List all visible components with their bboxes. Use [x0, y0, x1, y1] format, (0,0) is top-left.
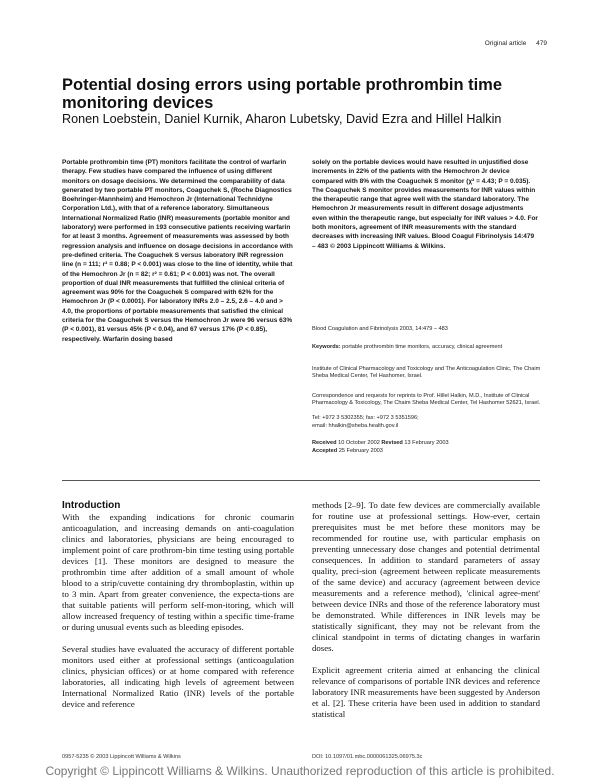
accepted	[312, 448, 552, 455]
running-header	[477, 40, 547, 47]
accepted-date: 25 February 2003	[338, 448, 383, 454]
paragraph: With the expanding indications for chronic coumarin anticoagulation, and increasing demands on anti-coagulation clinics and laboratories, physicians are being encouraged to implement point of care prothrom-bin time testing using portable devices [1]. These monitors are designed to measure the prothrombin time after addition of a small amount of whole blood to a strip/cuvette containing dry thromboplastin, within up to 3 min. Apart from greater convenience, the expecta-tions are that suitable patients will perform self-mon-itoring, which will allow increased frequency of testing within a specific time-frame or during unusual events such as bleeding episodes.	[62, 512, 294, 632]
received-revised	[312, 440, 552, 447]
footer-doi: DOI: 10.1097/01.mbc.0000061325.06975.3c	[312, 754, 423, 760]
keywords	[312, 344, 552, 351]
keywords-text: portable prothrombin time monitors, accuracy, clinical agreement	[342, 344, 503, 350]
paragraph: Several studies have evaluated the accuracy of different portable monitors used either at professional settings (anticoagulation clinics, physician offices) or at home compared with reference laboratories, all indicating high levels of agreement between International Normalized Ratio (INR) levels of the portable device and reference	[62, 644, 294, 709]
paragraph: Explicit agreement criteria aimed at enhancing the clinical relevance of comparisons of portable INR devices and reference laboratory INR measurements have been suggested by Anderson et al. [2]. These criteria have been used in addition to standard statistical	[312, 665, 540, 719]
body-column-left	[62, 500, 294, 710]
journal-citation: Blood Coagulation and Fibrinolysis 2003, 14:479 – 483	[312, 326, 448, 332]
received-label: Received	[312, 440, 337, 446]
section-divider	[62, 480, 540, 481]
abstract-left: Portable prothrombin time (PT) monitors facilitate the control of warfarin therapy. Few studies have compared the influence of using different monitors on dosage decisions. We determined the comparability of data generated by two portable PT monitors, Coaguchek S, (Roche Diagnostics Boehringer-Mannheim) and Hemochron Jr (International Technidyne Corporation Ltd.), with that of a reference laboratory. Simultaneous International Normalized Ratio (INR) measurements (portable monitor and laboratory) were performed in 193 consecutive patients receiving warfarin for at least 3 months. Agreement of measurements was assessed by both regression analysis and influence on dosage decisions in accordance with pre-defined criteria. The Coaguchek S versus laboratory INR regression line (n = 111; r² = 0.88; P < 0.001) was close to the line of identity, while that of the Hemochron Jr (n = 82; r² = 0.61; P < 0.001) was not. The overall proportion of dual INR measurements that fulfilled the clinical criteria of agreement was 90% for the Coaguchek S compared with 62% for the Hemochron Jr (P < 0.0001). For laboratory INRs 2.0 – 2.5, 2.6 – 4.0 and > 4.0, the proportions of portable measurements that satisfied the clinical criteria for the Coaguchek S versus the Hemochron Jr were 96 versus 63% (P < 0.001), 81 versus 45% (P < 0.04), and 67 versus 17% (P < 0.85), respectively. Warfarin dosing based	[62, 159, 293, 343]
contact-phone: Tel: +972 3 5302355; fax: +972 3 5351596;	[312, 415, 419, 421]
section-label: Original article	[484, 40, 527, 47]
page-number: 479	[536, 40, 547, 47]
affiliation: Institute of Clinical Pharmacology and Toxicology and The Anticoagulation Clinic, The Chaim Sheba Medical Center, Tel Hashomer, Israel.	[312, 366, 541, 380]
author-list: Ronen Loebstein, Daniel Kurnik, Aharon Lubetsky, David Ezra and Hillel Halkin	[62, 112, 502, 126]
correspondence: Correspondence and requests for reprints to Prof. Hillel Halkin, M.D., Institute of Clinical Pharmacology & Toxicology, The Chaim Sheba Medical Center, Tel Hashomer 52621, Israel.	[312, 393, 541, 407]
abstract-right: solely on the portable devices would have resulted in unjustified dose increments in 22% of the patients with the Hemochron Jr device compared with 8% with the Coaguchek S monitor (χ² = 4.43; P = 0.035). The Coaguchek S monitor provides measurements for INR values within the therapeutic range that agree well with the standard laboratory. The Hemochron Jr measurements result in different dosage adjustments even within the therapeutic range, but especially for INR values > 4.0. For both monitors, agreement of INR measurements with the standard decreases with increasing INR values. Blood Coagul Fibrinolysis 14:479 – 483 © 2003 Lippincott Williams & Wilkins.	[312, 159, 538, 250]
introduction-heading: Introduction	[62, 500, 121, 511]
contact-email: email: hhalkin@sheba.health.gov.il	[312, 423, 399, 429]
keywords-label: Keywords:	[312, 344, 341, 350]
revised-date: 13 February 2003	[404, 440, 449, 446]
accepted-label: Accepted	[312, 448, 338, 454]
received-date: 10 October 2002	[338, 440, 380, 446]
paragraph: methods [2–9]. To date few devices are commercially available for routine use at professional settings. How-ever, certain prerequisites must be met before these monitors may be recommended for routine use, with particular emphasis on preventing unnecessary dose changes and potential detrimental consequences. In addition to standard parameters of assay quality, preci-sion (agreement between replicate measurements of the same device) and accuracy (agreement between device measurements and a reference method), 'clinical agree-ment' between device INRs and those of the reference laboratory must be demonstrated. While differences in INR levels may be statistically significant, they may not be relevant from the clinical standpoint in terms of dictating changes in warfarin doses.	[312, 500, 540, 653]
footer-issn: 0957-5235 © 2003 Lippincott Williams & Wilkins	[62, 754, 181, 760]
revised-label: Revised	[381, 440, 403, 446]
body-column-right	[312, 500, 540, 720]
article-title: Potential dosing errors using portable prothrombin time monitoring devices	[62, 76, 503, 112]
copyright-notice: Copyright © Lippincott Williams & Wilkins. Unauthorized reproduction of this article is prohibited.	[45, 764, 555, 778]
